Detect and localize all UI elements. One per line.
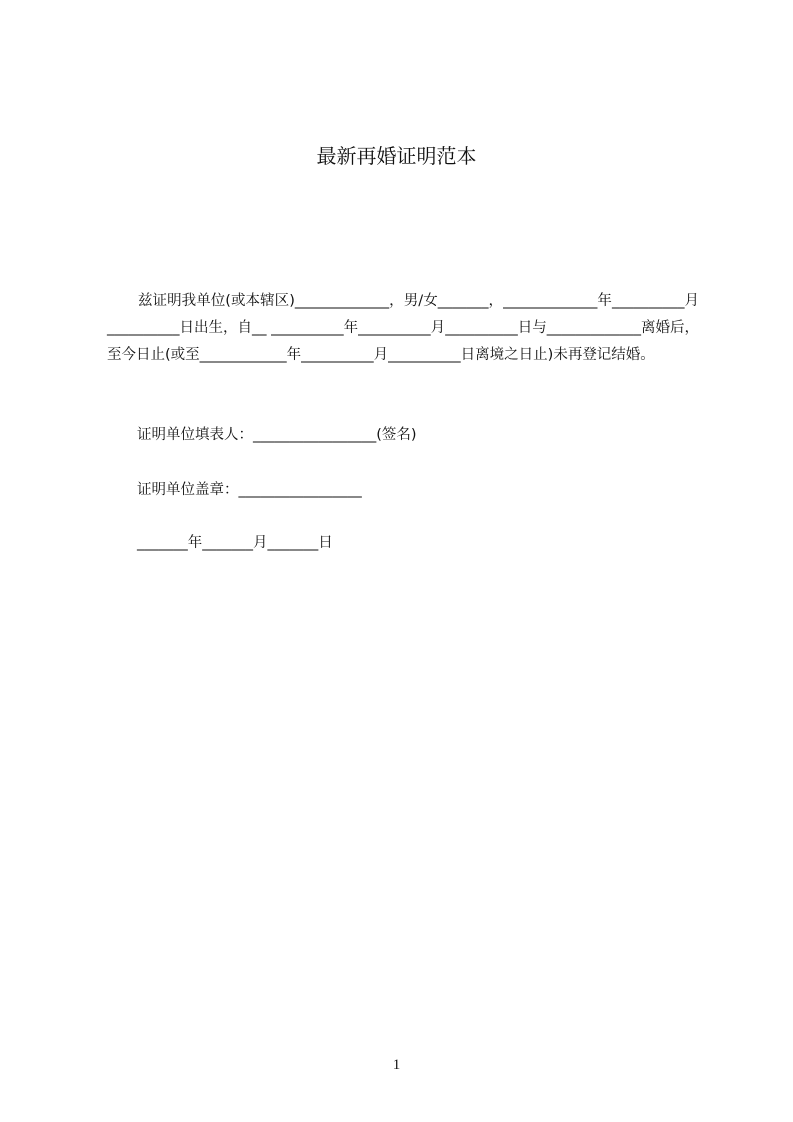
- signer-field-line: 证明单位填表人：_________________(签名): [137, 427, 417, 443]
- document-title: 最新再婚证明范本: [316, 144, 477, 168]
- page-number: 1: [392, 1057, 401, 1073]
- seal-field-line: 证明单位盖章：_________________: [137, 482, 362, 498]
- date-field-line: _______年_______月_______日: [137, 535, 333, 551]
- certificate-paragraph: 兹证明我单位(或本辖区)_____________，男/女_______，_____________年__________月__________日出生，自__ __________年__________月__________日与_____________离婚后，至今日止(或至____________年__________月__________日离境之日止)未再登记结婚。: [107, 293, 699, 363]
